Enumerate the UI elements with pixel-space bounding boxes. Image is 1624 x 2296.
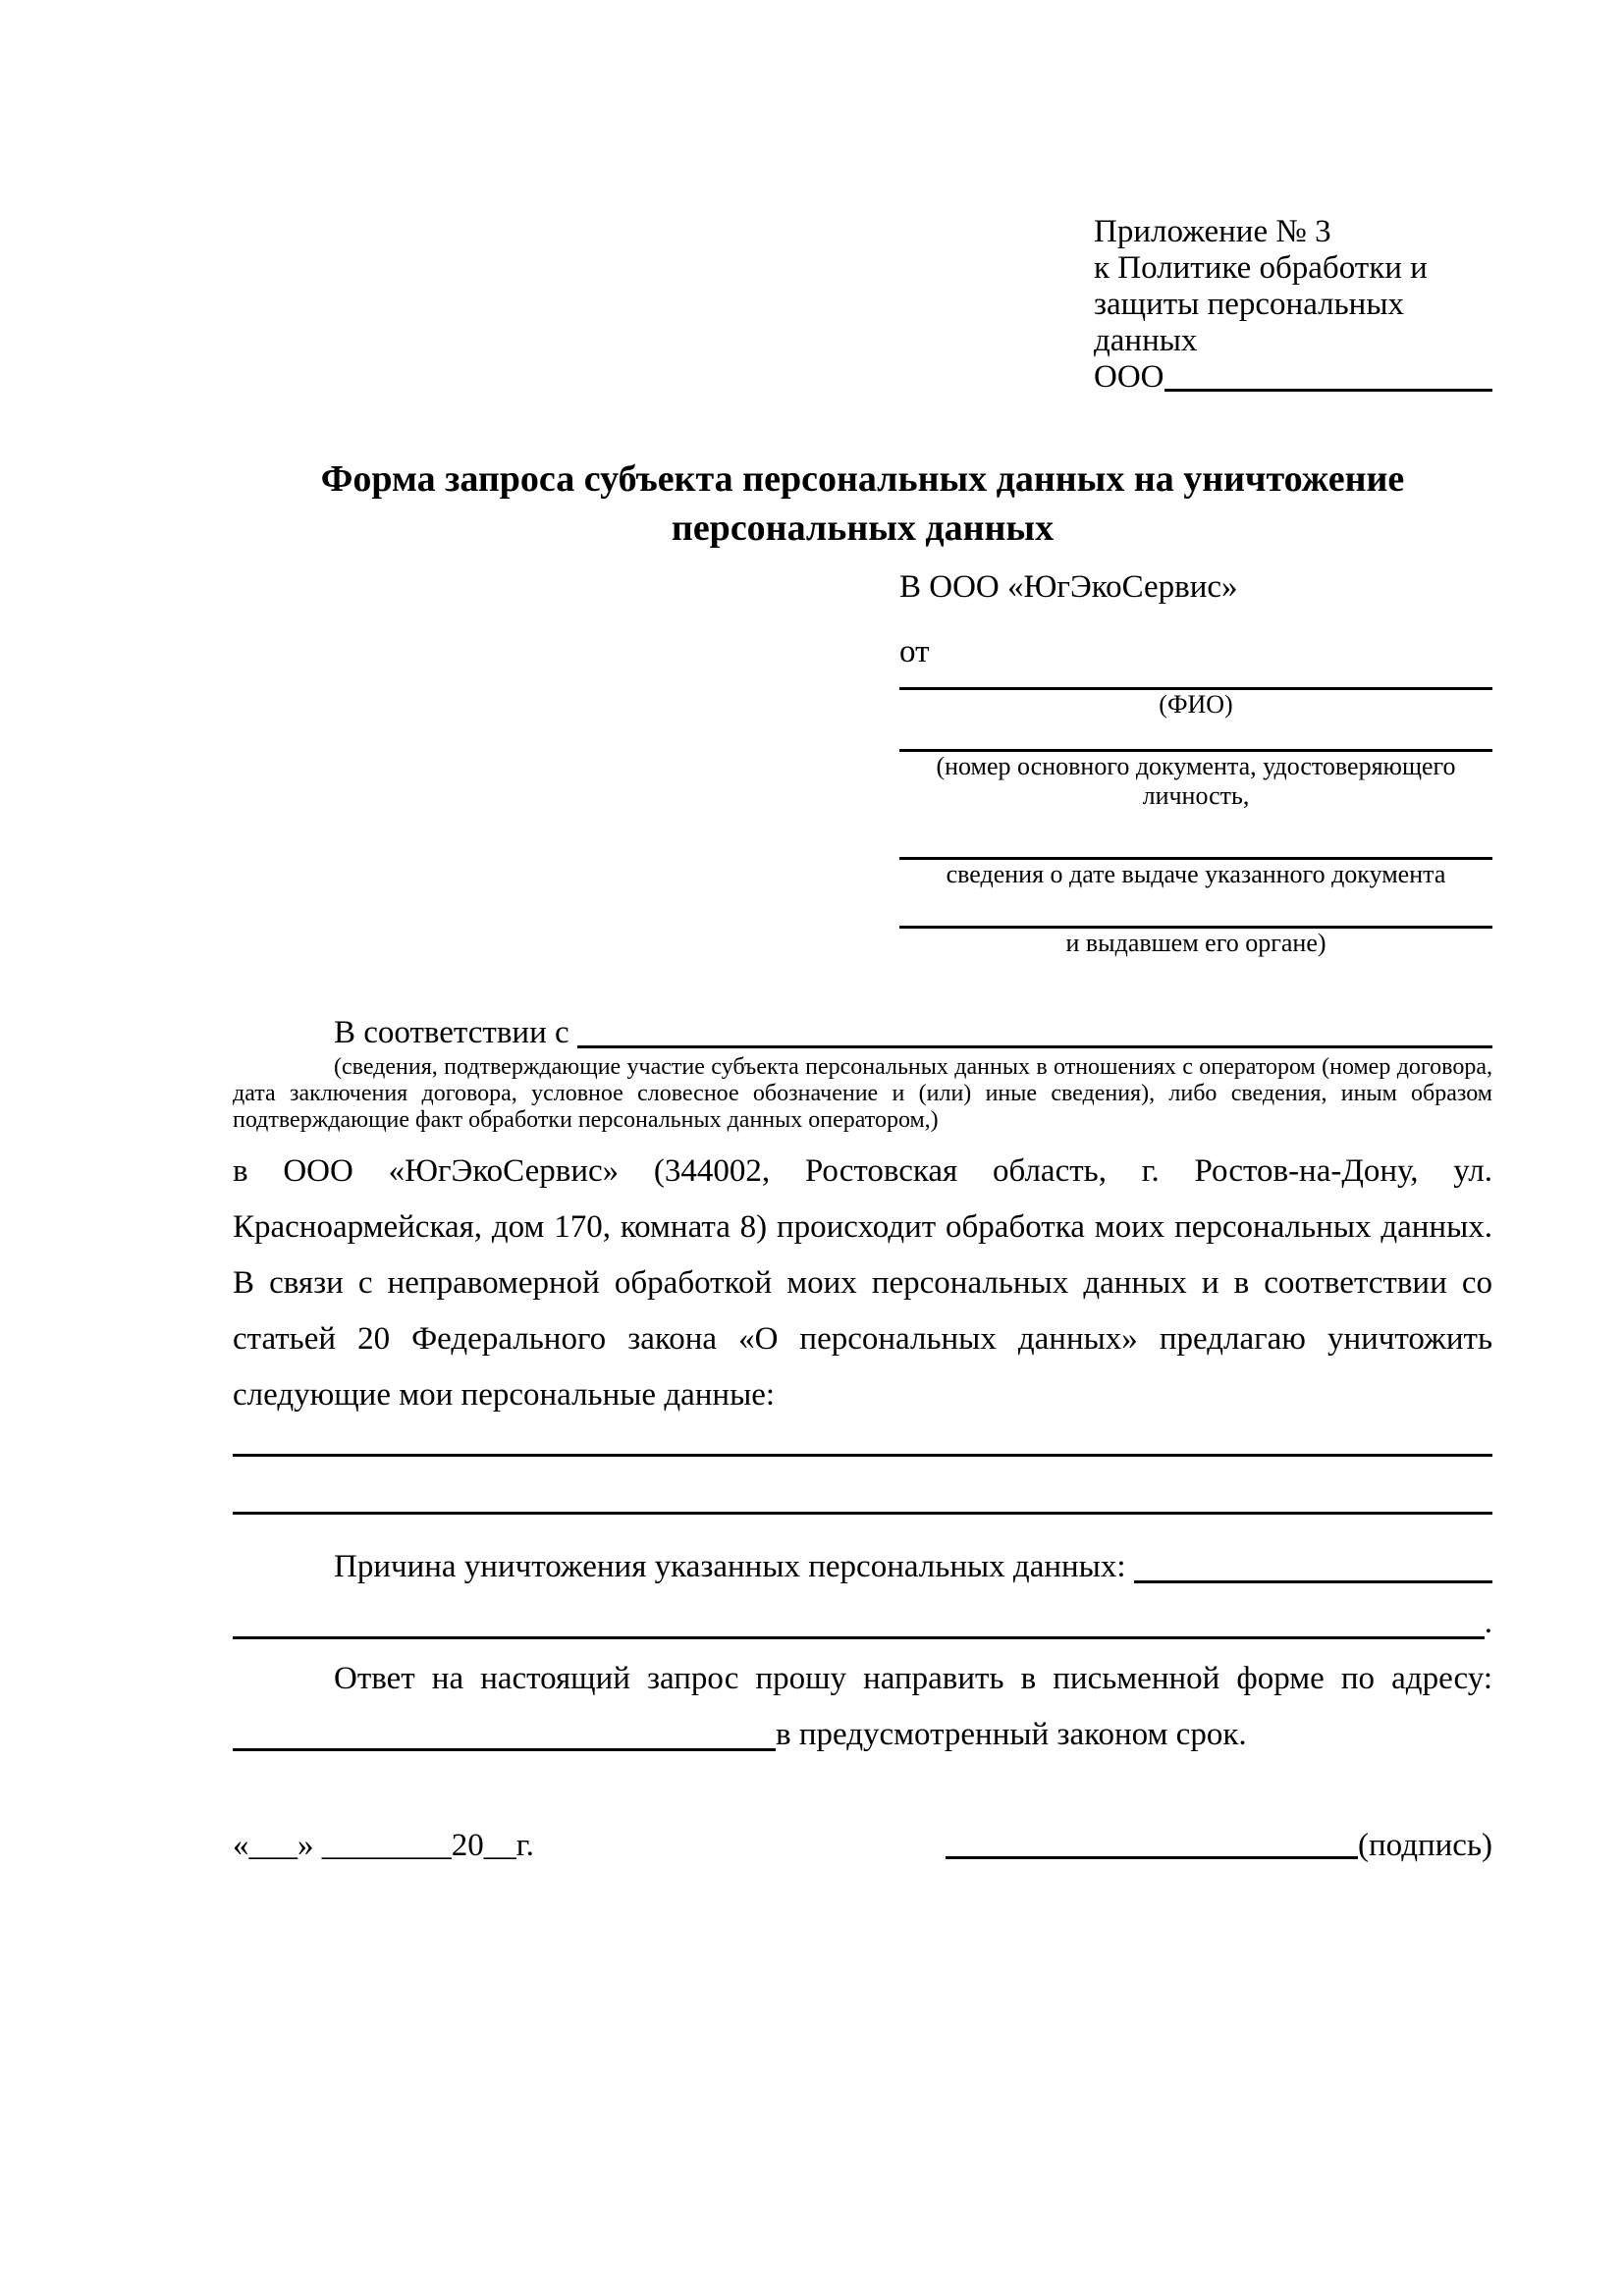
date-blank: «___» ________20__г. <box>233 1828 534 1863</box>
signature-caption: (подпись) <box>1358 1828 1492 1863</box>
addressee-from: от <box>899 634 930 669</box>
response-address-line <box>233 1707 1492 1763</box>
field-caption: (ФИО) <box>1159 690 1233 719</box>
ooo-label: ООО <box>1094 359 1164 395</box>
addressee-to: В ООО «ЮгЭкоСервис» <box>899 569 1238 605</box>
signature-row <box>233 1824 1492 1867</box>
reason-lead: Причина уничтожения указанных персональных данных: <box>334 1549 1134 1584</box>
annex-line: Приложение № 3 <box>1094 214 1331 249</box>
reason-period: . <box>1484 1605 1492 1640</box>
field-caption: сведения о дате выдаче указанного документа <box>946 860 1446 888</box>
addressee-block <box>899 568 1492 958</box>
field-caption: и выдавшем его органе) <box>1065 929 1326 957</box>
blank-field <box>233 1748 776 1751</box>
fine-print-note: (сведения, подтверждающие участие субъекта персональных данных в отношениях с оператором (номер договора, дата заключения договора, условное словесное обозначение и (или) иные сведения), либо сведения, иным образом подтверждающие факт обработки персональных данных оператором,) <box>233 1054 1492 1133</box>
blank-field <box>233 1512 1492 1515</box>
response-tail-text: в предусмотренный законом срок. <box>776 1717 1247 1752</box>
blank-field <box>233 1454 1492 1457</box>
accordance-line <box>233 1014 1492 1051</box>
accordance-lead: В соответствии с <box>334 1015 577 1050</box>
signature-area <box>946 1824 1492 1867</box>
annex-ooo-line <box>1094 359 1492 396</box>
annex-header <box>1094 214 1492 396</box>
page-title: Форма запроса субъекта персональных данных на уничтожение персональных данных <box>320 458 1405 549</box>
response-paragraph: Ответ на настоящий запрос прошу направить в письменной форме по адресу: <box>334 1661 1492 1696</box>
blank-field <box>577 1014 1492 1048</box>
field-caption: (номер основного документа, удостоверяющего личность, <box>936 752 1456 810</box>
body-paragraph: в ООО «ЮгЭкоСервис» (344002, Ростовская область, г. Ростов-на-Дону, ул. Красноармейская, дом 170, комната 8) происходит обработка моих персональных данных. В связи с неправомерной обработкой моих персональных данных и в соответствии со статьей 20 Федерального закона «О персональных данных» предлагаю уничтожить следующие мои персональные данные: <box>233 1153 1492 1413</box>
reason-line <box>233 1539 1492 1595</box>
annex-line: к Политике обработки и <box>1094 250 1428 286</box>
blank-field <box>946 1856 1358 1859</box>
blank-field <box>1134 1580 1492 1583</box>
blank-field <box>1164 359 1493 392</box>
annex-line: защиты персональных данных <box>1094 287 1404 358</box>
reason-continuation <box>233 1595 1492 1651</box>
blank-field <box>233 1636 1485 1639</box>
